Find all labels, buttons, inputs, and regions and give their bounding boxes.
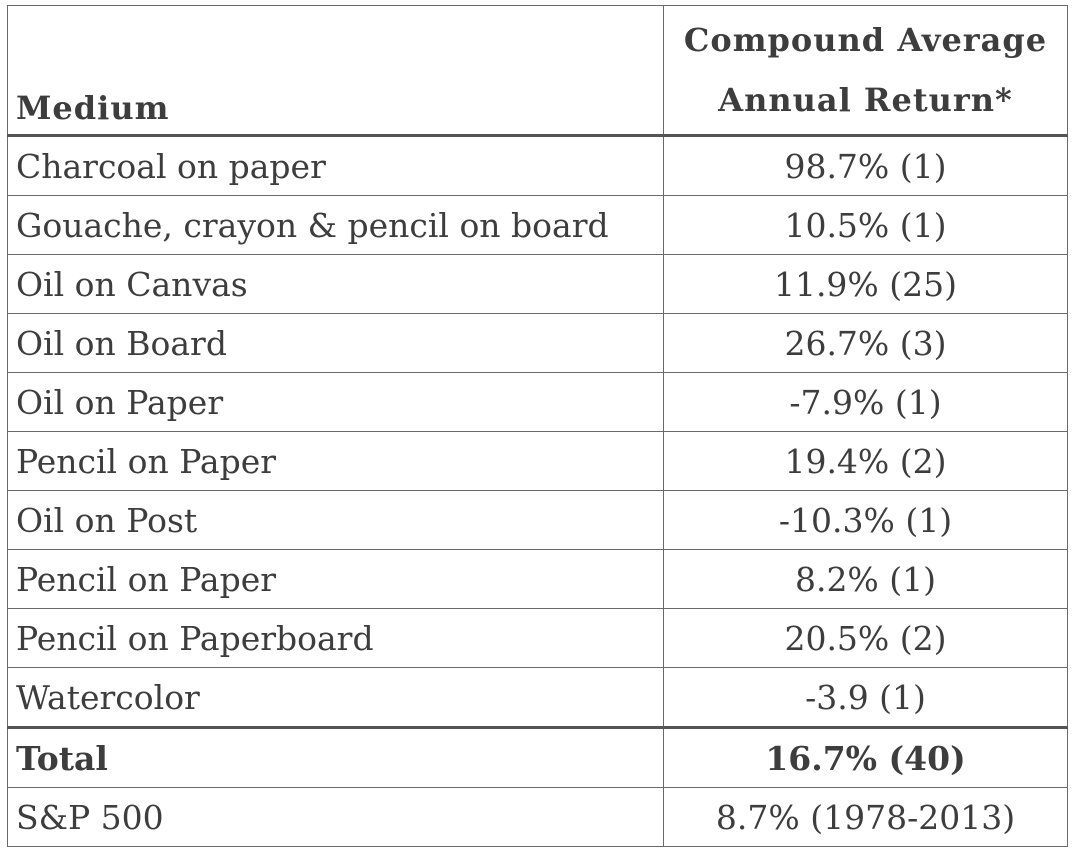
return-cell: 8.2% (1) bbox=[664, 550, 1068, 609]
return-cell: 98.7% (1) bbox=[664, 136, 1068, 196]
medium-cell: Charcoal on paper bbox=[8, 136, 664, 196]
return-cell: 20.5% (2) bbox=[664, 609, 1068, 668]
medium-cell: Watercolor bbox=[8, 668, 664, 728]
header-row bbox=[8, 6, 1068, 136]
table-row bbox=[8, 255, 1068, 314]
table-row bbox=[8, 609, 1068, 668]
table-row bbox=[8, 491, 1068, 550]
benchmark-label: S&P 500 bbox=[8, 788, 664, 847]
return-cell: 11.9% (25) bbox=[664, 255, 1068, 314]
benchmark-return: 8.7% (1978-2013) bbox=[664, 788, 1068, 847]
medium-cell: Pencil on Paper bbox=[8, 432, 664, 491]
table-row bbox=[8, 196, 1068, 255]
medium-cell: Pencil on Paperboard bbox=[8, 609, 664, 668]
return-cell: 26.7% (3) bbox=[664, 314, 1068, 373]
table-row bbox=[8, 668, 1068, 728]
return-cell: -7.9% (1) bbox=[664, 373, 1068, 432]
total-label: Total bbox=[8, 728, 664, 788]
return-cell: 19.4% (2) bbox=[664, 432, 1068, 491]
benchmark-row bbox=[8, 788, 1068, 847]
medium-cell: Gouache, crayon & pencil on board bbox=[8, 196, 664, 255]
table-row bbox=[8, 136, 1068, 196]
table-row bbox=[8, 432, 1068, 491]
medium-cell: Oil on Post bbox=[8, 491, 664, 550]
total-return: 16.7% (40) bbox=[664, 728, 1068, 788]
returns-table bbox=[7, 5, 1068, 847]
return-header bbox=[664, 6, 1068, 136]
return-cell: -10.3% (1) bbox=[664, 491, 1068, 550]
total-row bbox=[8, 728, 1068, 788]
table-row bbox=[8, 550, 1068, 609]
medium-cell: Pencil on Paper bbox=[8, 550, 664, 609]
return-header-line2: Annual Return* bbox=[718, 81, 1013, 119]
medium-cell: Oil on Canvas bbox=[8, 255, 664, 314]
return-cell: 10.5% (1) bbox=[664, 196, 1068, 255]
medium-cell: Oil on Board bbox=[8, 314, 664, 373]
medium-cell: Oil on Paper bbox=[8, 373, 664, 432]
table-row bbox=[8, 314, 1068, 373]
return-cell: -3.9 (1) bbox=[664, 668, 1068, 728]
return-header-line1: Compound Average bbox=[683, 21, 1048, 59]
table-row bbox=[8, 373, 1068, 432]
medium-header: Medium bbox=[8, 6, 664, 136]
